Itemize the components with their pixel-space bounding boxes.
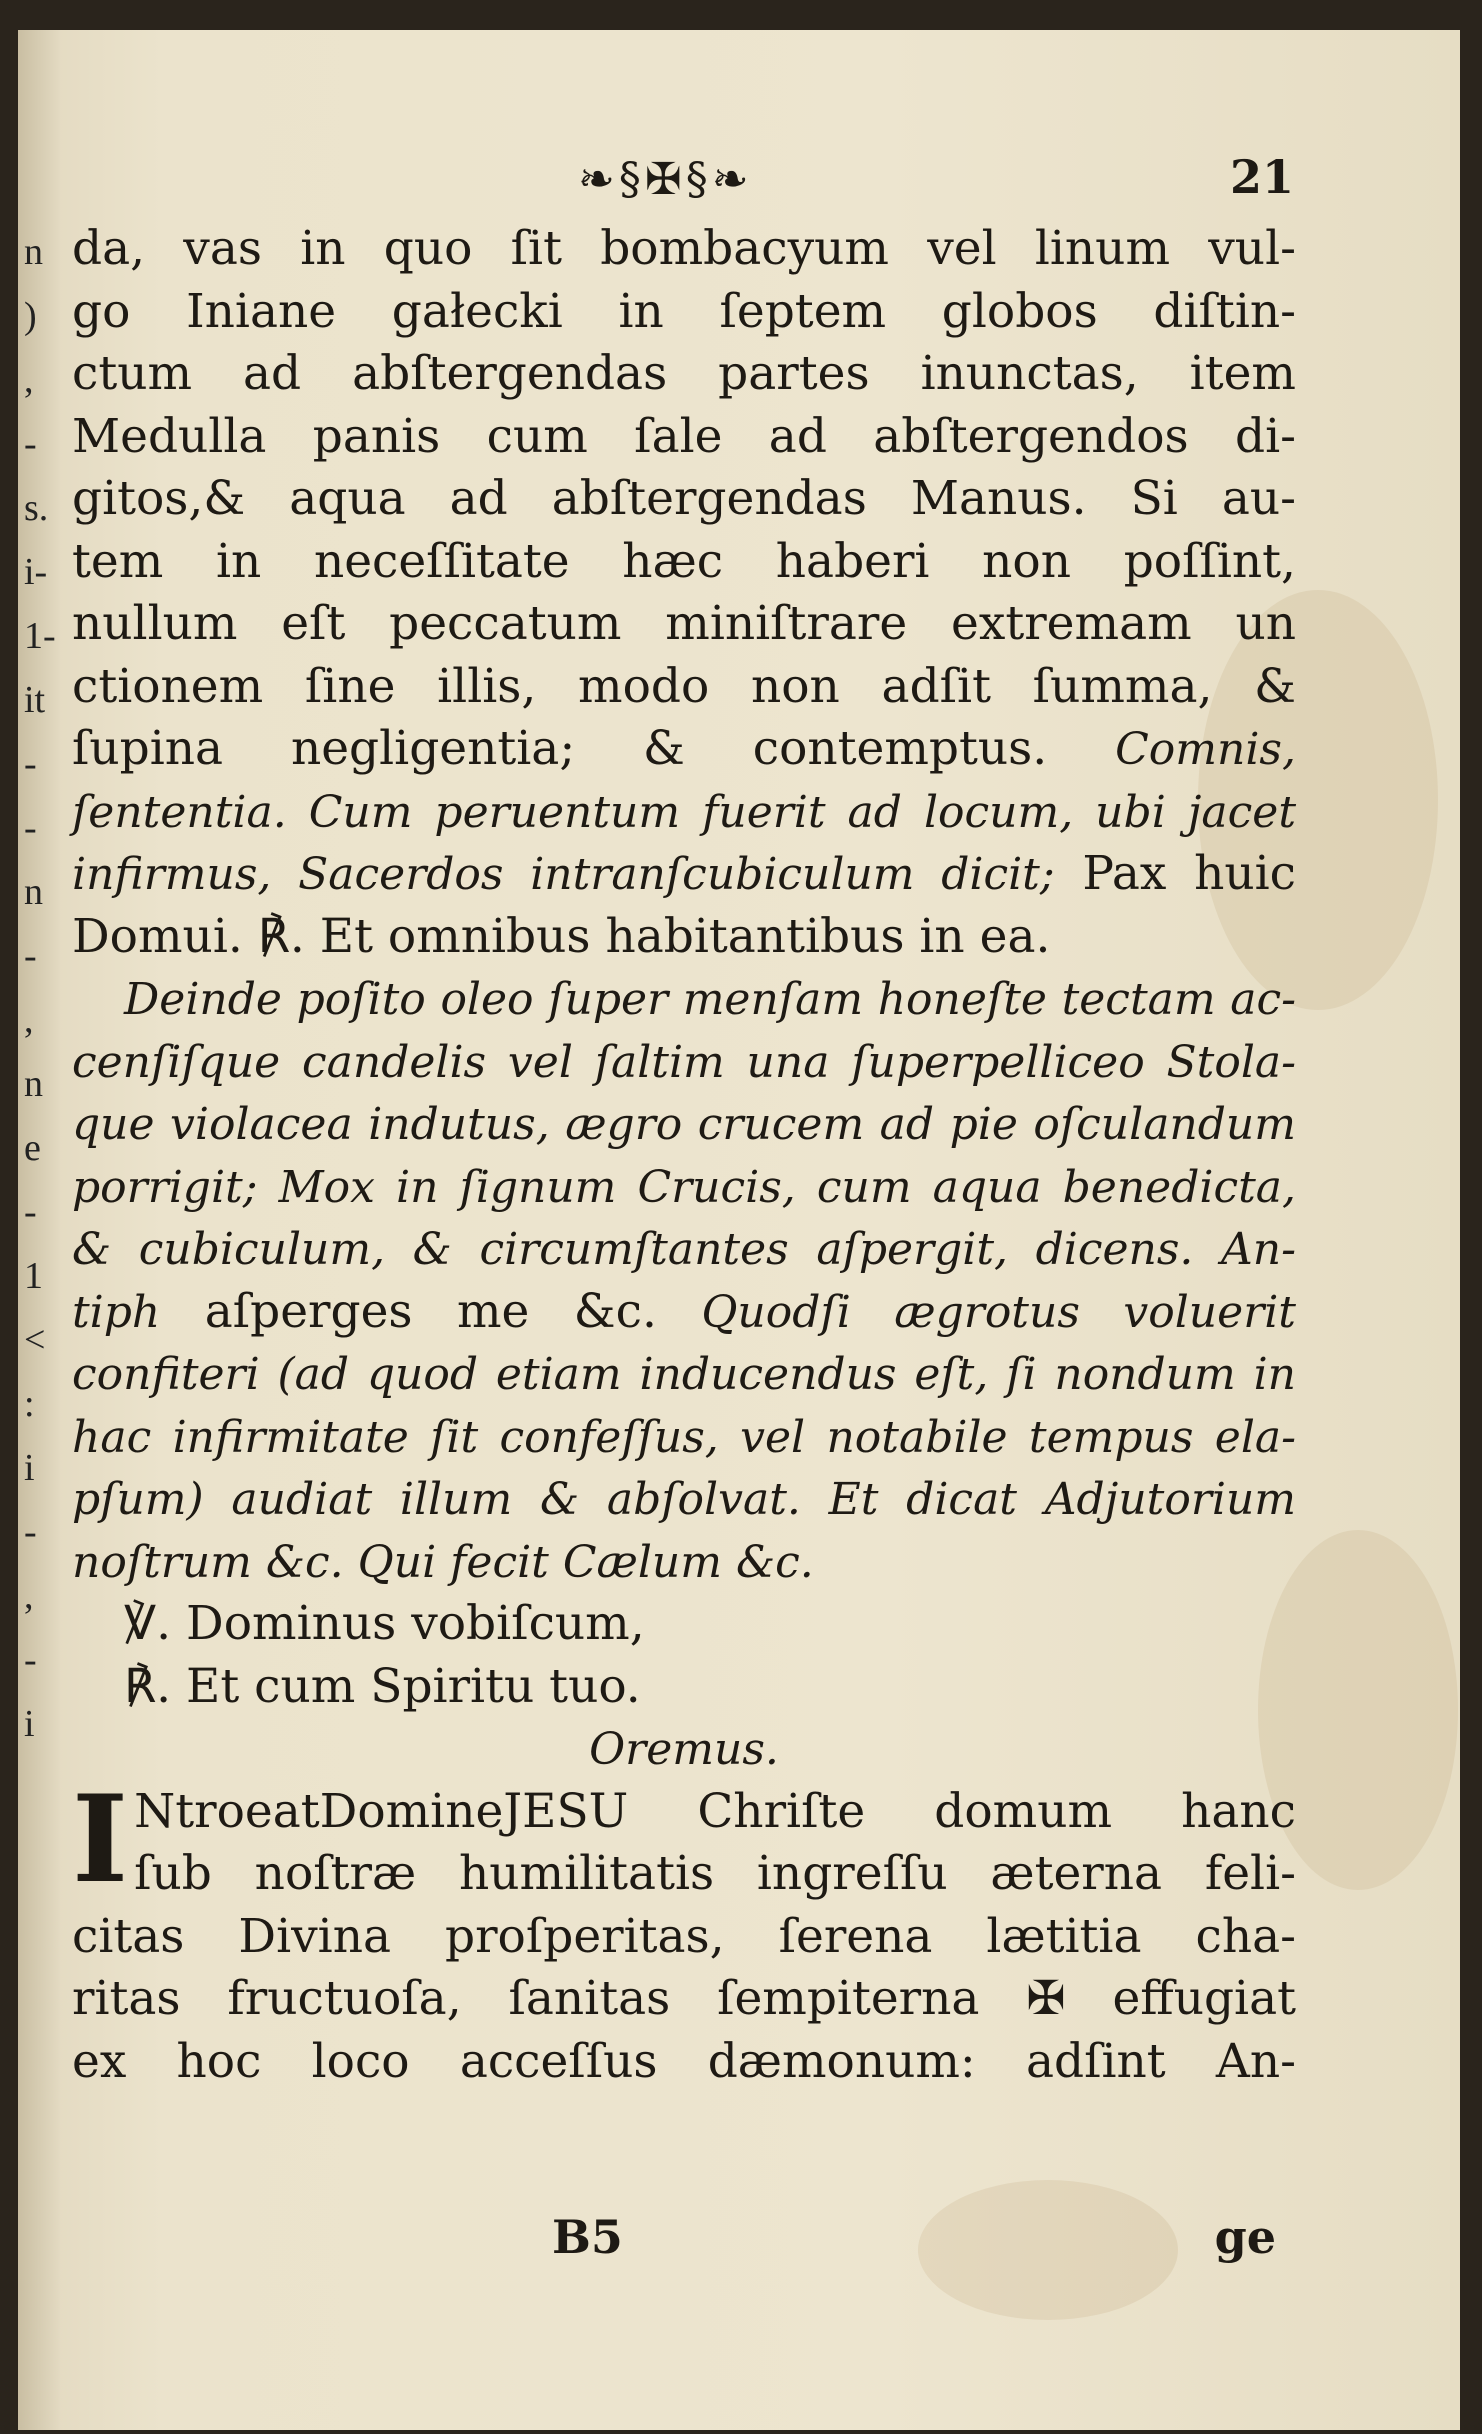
italic-text: & cubiculum, & circumſtantes aſpergit, dicens. An- bbox=[72, 1224, 1296, 1275]
italic-text: porrigit; Mox in ſignum Crucis, cum aqua benedicta, bbox=[72, 1161, 1296, 1213]
text-line bbox=[72, 2031, 1296, 2094]
text-span: NtroeatDomineJESU Chriſte domum hanc bbox=[134, 1783, 1296, 1839]
edge-letter: : bbox=[24, 1383, 35, 1425]
text-line bbox=[72, 1156, 1296, 1219]
page-body-text bbox=[72, 218, 1296, 2093]
italic-text: ſententia. Cum peruentum fuerit ad locum, ubi jacet bbox=[72, 786, 1296, 838]
text-line bbox=[72, 656, 1296, 719]
italic-text: noſtrum &c. Qui fecit Cælum &c. bbox=[72, 1536, 814, 1588]
text-line bbox=[72, 1718, 1296, 1781]
italic-text: Quodſi ægrotus voluerit bbox=[701, 1286, 1296, 1338]
text-line bbox=[72, 1406, 1296, 1469]
edge-letter: - bbox=[24, 1511, 37, 1553]
italic-text: infirmus, Sacerdos intranſcubiculum dicit; bbox=[72, 849, 1055, 900]
edge-letter: i- bbox=[24, 551, 48, 593]
edge-letter: - bbox=[24, 743, 37, 785]
edge-letter: , bbox=[24, 999, 34, 1041]
edge-letter: , bbox=[24, 1575, 34, 1617]
text-line bbox=[72, 781, 1296, 844]
italic-text: cenſiſque candelis vel ſaltim una ſuperpelliceo Stola- bbox=[72, 1036, 1296, 1088]
edge-letter: n bbox=[24, 871, 43, 913]
edge-letter: ) bbox=[24, 295, 37, 337]
text-span: ℟. Et cum Spiritu tuo. bbox=[124, 1658, 641, 1714]
text-line bbox=[72, 718, 1296, 781]
text-span: ℣. Dominus vobiſcum, bbox=[124, 1596, 645, 1651]
text-line bbox=[72, 406, 1296, 469]
page-header bbox=[58, 150, 1294, 210]
edge-letter: s. bbox=[24, 487, 49, 529]
edge-letter: 1- bbox=[24, 615, 56, 657]
text-line bbox=[72, 1968, 1296, 2031]
text-span: citas Divina proſperitas, ſerena lætitia cha- bbox=[72, 1908, 1296, 1964]
edge-letter: - bbox=[24, 807, 37, 849]
text-span: go Iniane gałecki in ſeptem globos diſtin- bbox=[72, 283, 1296, 339]
edge-letter: n bbox=[24, 231, 43, 273]
text-span: Medulla panis cum ſale ad abſtergendos di- bbox=[72, 408, 1296, 464]
text-span: Domui. ℟. Et omnibus habitantibus in ea. bbox=[72, 908, 1051, 964]
text-line bbox=[72, 1468, 1296, 1531]
text-span: ctionem ſine illis, modo non adſit ſumma, & bbox=[72, 658, 1296, 714]
italic-text: pſum) audiat illum & abſolvat. Et dicat Adjutorium bbox=[72, 1474, 1296, 1525]
text-span: ctum ad abſtergendas partes inunctas, item bbox=[72, 346, 1296, 401]
edge-letter: , bbox=[24, 359, 34, 401]
text-line bbox=[72, 468, 1296, 531]
italic-text: Oremus. bbox=[589, 1724, 779, 1775]
text-span: ex hoc loco acceſſus dæmonum: adſint An- bbox=[72, 2033, 1296, 2089]
edge-letter: - bbox=[24, 423, 37, 465]
book-page bbox=[18, 30, 1460, 2430]
text-line bbox=[72, 343, 1296, 406]
text-span: ſupina negligentia; & contemptus. bbox=[72, 721, 1048, 776]
edge-letter: i bbox=[24, 1703, 35, 1745]
italic-text: tiph bbox=[72, 1286, 161, 1338]
text-line bbox=[72, 218, 1296, 281]
edge-letter: - bbox=[24, 1191, 37, 1233]
edge-letter: n bbox=[24, 1063, 43, 1105]
header-ornament: ❧§✠§❧ bbox=[578, 154, 753, 205]
text-line bbox=[72, 1218, 1296, 1281]
edge-letter: < bbox=[24, 1319, 46, 1361]
edge-letter: - bbox=[24, 935, 37, 977]
italic-text: confiteri (ad quod etiam inducendus eſt, ſi nondum in bbox=[72, 1349, 1296, 1400]
text-line bbox=[72, 1781, 1296, 1844]
edge-letter: 1 bbox=[24, 1255, 43, 1297]
text-line bbox=[72, 1531, 1296, 1594]
text-span: da, vas in quo ſit bombacyum vel linum vul- bbox=[72, 221, 1296, 276]
text-span: gitos,& aqua ad abſtergendas Manus. Si au- bbox=[72, 471, 1296, 526]
edge-letter: - bbox=[24, 1639, 37, 1681]
text-span: aſperges me &c. bbox=[204, 1283, 657, 1339]
text-line bbox=[72, 1093, 1296, 1156]
catchword: ge bbox=[1214, 2210, 1276, 2264]
page-footer bbox=[72, 2210, 1296, 2270]
text-span: nullum eſt peccatum miniſtrare extremam un bbox=[72, 596, 1296, 651]
text-line bbox=[72, 1031, 1296, 1094]
text-line bbox=[72, 1343, 1296, 1406]
italic-text: Comnis, bbox=[1115, 724, 1296, 775]
text-line bbox=[72, 1656, 1296, 1719]
text-line bbox=[72, 281, 1296, 344]
italic-text: que violacea indutus, ægro crucem ad pie oſculandum bbox=[72, 1099, 1296, 1150]
text-line bbox=[72, 1843, 1296, 1906]
text-line bbox=[72, 906, 1296, 969]
signature-mark: B5 bbox=[552, 2210, 623, 2264]
edge-letter: i bbox=[24, 1447, 35, 1489]
text-span: tem in neceſſitate hæc haberi non poſſint, bbox=[72, 533, 1296, 589]
page-number: 21 bbox=[1229, 150, 1294, 204]
italic-text: Deinde poſito oleo ſuper menſam honeſte tectam ac- bbox=[124, 974, 1296, 1025]
edge-letter: it bbox=[24, 679, 46, 721]
text-line bbox=[72, 531, 1296, 594]
edge-letter: e bbox=[24, 1127, 41, 1169]
text-line bbox=[72, 968, 1296, 1031]
text-line bbox=[72, 1281, 1296, 1344]
text-line bbox=[72, 593, 1296, 656]
text-line bbox=[72, 1906, 1296, 1969]
text-span: Pax huic bbox=[1082, 846, 1296, 901]
italic-text: hac infirmitate ſit confeſſus, vel notabile tempus ela- bbox=[72, 1411, 1296, 1463]
text-line bbox=[72, 843, 1296, 906]
text-span: ſub noſtræ humilitatis ingreſſu æterna feli- bbox=[134, 1846, 1296, 1901]
drop-capital: I bbox=[72, 1768, 129, 1910]
text-span: ritas fructuoſa, ſanitas ſempiterna ✠ effugiat bbox=[72, 1971, 1296, 2026]
text-line bbox=[72, 1593, 1296, 1656]
